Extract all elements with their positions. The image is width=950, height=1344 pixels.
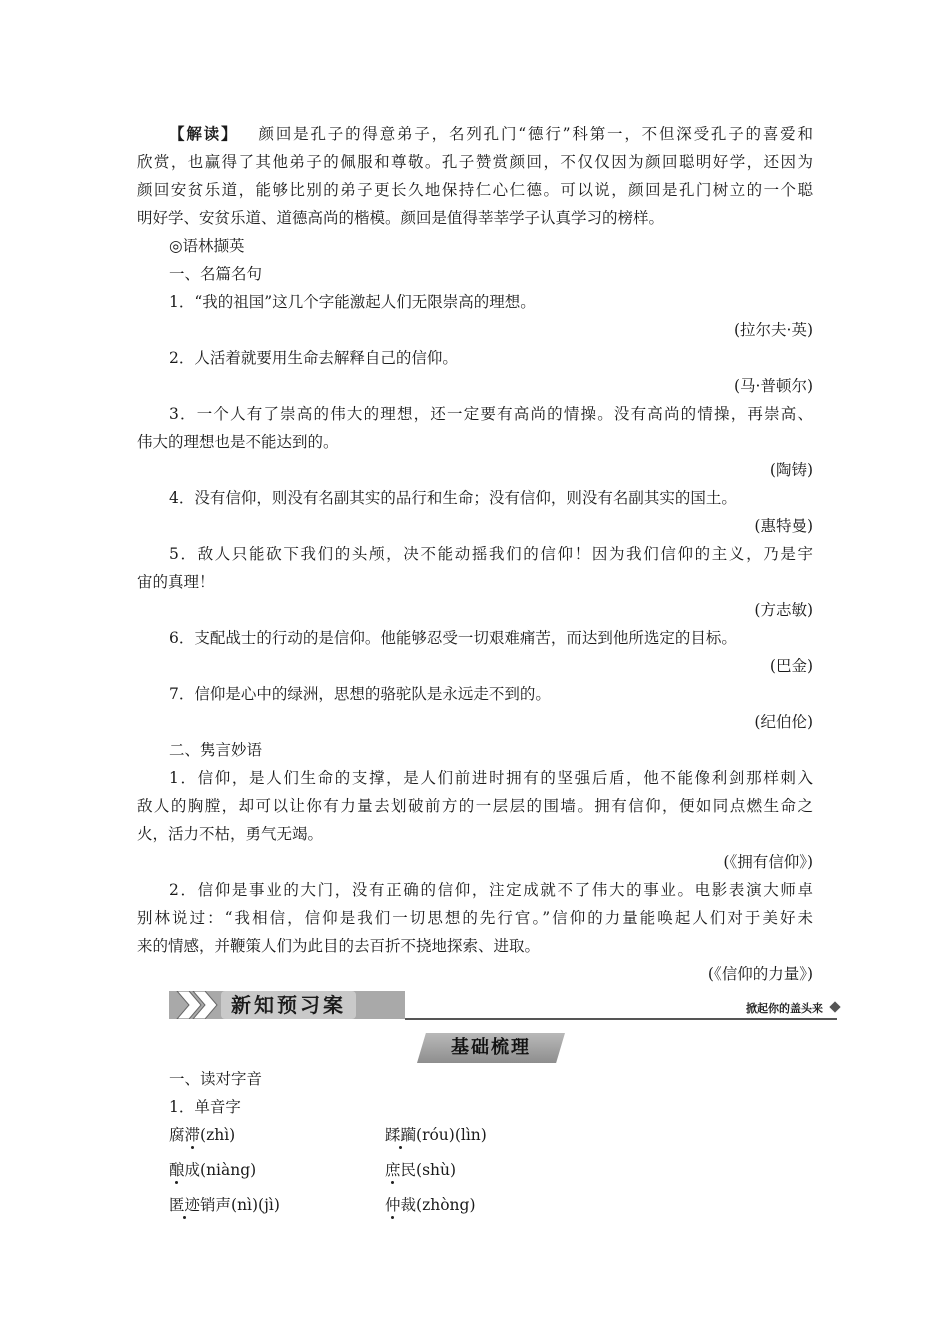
jiedu-label: 【解读】 xyxy=(169,124,239,143)
jiedu-line-4: 明好学、安贫乐道、道德高尚的楷模。颜回是值得莘莘学子认真学习的榜样。 xyxy=(137,209,665,227)
quote-1-line-1: 1．“我的祖国”这几个字能激起人们无限崇高的理想。 xyxy=(169,293,536,311)
banner-underline xyxy=(405,1018,837,1020)
quote-5-line-2: 宙的真理！ xyxy=(137,573,215,591)
saying-1-line-1: 1．信仰，是人们生命的支撑，是人们前进时拥有的坚强后盾，他不能像利剑那样刺入 xyxy=(169,769,813,787)
quote-4-line-1: 4．没有信仰，则没有名副其实的品行和生命；没有信仰，则没有名副其实的国土。 xyxy=(169,489,737,507)
quote-2-line-1: 2．人活着就要用生命去解释自己的信仰。 xyxy=(169,349,458,367)
sub-banner xyxy=(417,1033,565,1063)
quote-1-source: (拉尔夫·英) xyxy=(733,321,813,339)
quote-5-source: (方志敏) xyxy=(754,601,813,619)
quote-3-source: (陶铸) xyxy=(769,461,813,479)
quote-2-source: (马·普顿尔) xyxy=(733,377,813,395)
quote-7-source: (纪伯伦) xyxy=(754,713,813,731)
sub-banner-title: 基础梳理 xyxy=(451,1037,531,1058)
quote-7-line-1: 7．信仰是心中的绿洲，思想的骆驼队是永远走不到的。 xyxy=(169,685,551,703)
word-item: 腐滞(zhì) xyxy=(169,1126,236,1144)
saying-1-line-2: 敌人的胸膛，却可以让你有力量去划破前方的一层层的围墙。拥有信仰，便如同点燃生命之 xyxy=(137,797,813,815)
quote-5-line-1: 5．敌人只能砍下我们的头颅，决不能动摇我们的信仰！因为我们信仰的主义，乃是宇 xyxy=(169,545,813,563)
saying-2-line-3: 来的情感，并鞭策人们为此目的去百折不挠地探索、进取。 xyxy=(137,937,541,955)
word-item: 庶民(shù) xyxy=(385,1161,457,1179)
quote-3-line-1: 3．一个人有了崇高的伟大的理想，还一定要有高尚的情操。没有高尚的情操，再崇高、 xyxy=(169,405,813,423)
junyan-heading: 二、隽言妙语 xyxy=(169,741,263,759)
jiedu-text-1: 颜回是孔子的得意弟子，名列孔门“德行”科第一，不但深受孔子的喜爱和 xyxy=(258,125,813,143)
section-banner xyxy=(169,989,841,1023)
quote-3-line-2: 伟大的理想也是不能达到的。 xyxy=(137,433,339,451)
word-item: 仲裁(zhòng) xyxy=(385,1196,476,1214)
jiedu-line-3: 颜回安贫乐道，能够比别的弟子更长久地保持仁心仁德。可以说，颜回是孔门树立的一个聪 xyxy=(137,181,813,199)
saying-2-line-2: 别林说过：“我相信，信仰是我们一切思想的先行官。”信仰的力量能唤起人们对于美好未 xyxy=(137,909,813,927)
reading-subheading: 1．单音字 xyxy=(169,1098,241,1116)
banner-right-text: 掀起你的盖头来 xyxy=(746,1002,823,1015)
jiedu-line-2: 欣赏，也赢得了其他弟子的佩服和尊敬。孔子赞赏颜回，不仅仅因为颜回聪明好学，还因为 xyxy=(137,153,813,171)
diamond-icon xyxy=(829,1001,840,1012)
double-chevron-icon xyxy=(175,991,221,1019)
reading-heading: 一、读对字音 xyxy=(169,1070,263,1088)
saying-2-source: (《信仰的力量》) xyxy=(707,965,813,983)
quote-6-source: (巴金) xyxy=(769,657,813,675)
yulin-heading: ◎语林撷英 xyxy=(169,237,245,255)
word-item: 蹂躏(róu)(lìn) xyxy=(385,1126,487,1144)
quote-4-source: (惠特曼) xyxy=(754,517,813,535)
word-item: 匿迹销声(nì)(jì) xyxy=(169,1196,280,1214)
mingpian-heading: 一、名篇名句 xyxy=(169,265,263,283)
jiedu-line-1 xyxy=(169,124,813,144)
quote-6-line-1: 6．支配战士的行动的是信仰。他能够忍受一切艰难痛苦，而达到他所选定的目标。 xyxy=(169,629,737,647)
saying-1-source: (《拥有信仰》) xyxy=(723,853,813,871)
saying-2-line-1: 2．信仰是事业的大门，没有正确的信仰，注定成就不了伟大的事业。电影表演大师卓 xyxy=(169,881,813,899)
word-item: 酿成(niàng) xyxy=(169,1161,257,1179)
banner-title: 新知预习案 xyxy=(221,991,356,1019)
saying-1-line-3: 火，活力不枯，勇气无竭。 xyxy=(137,825,324,843)
